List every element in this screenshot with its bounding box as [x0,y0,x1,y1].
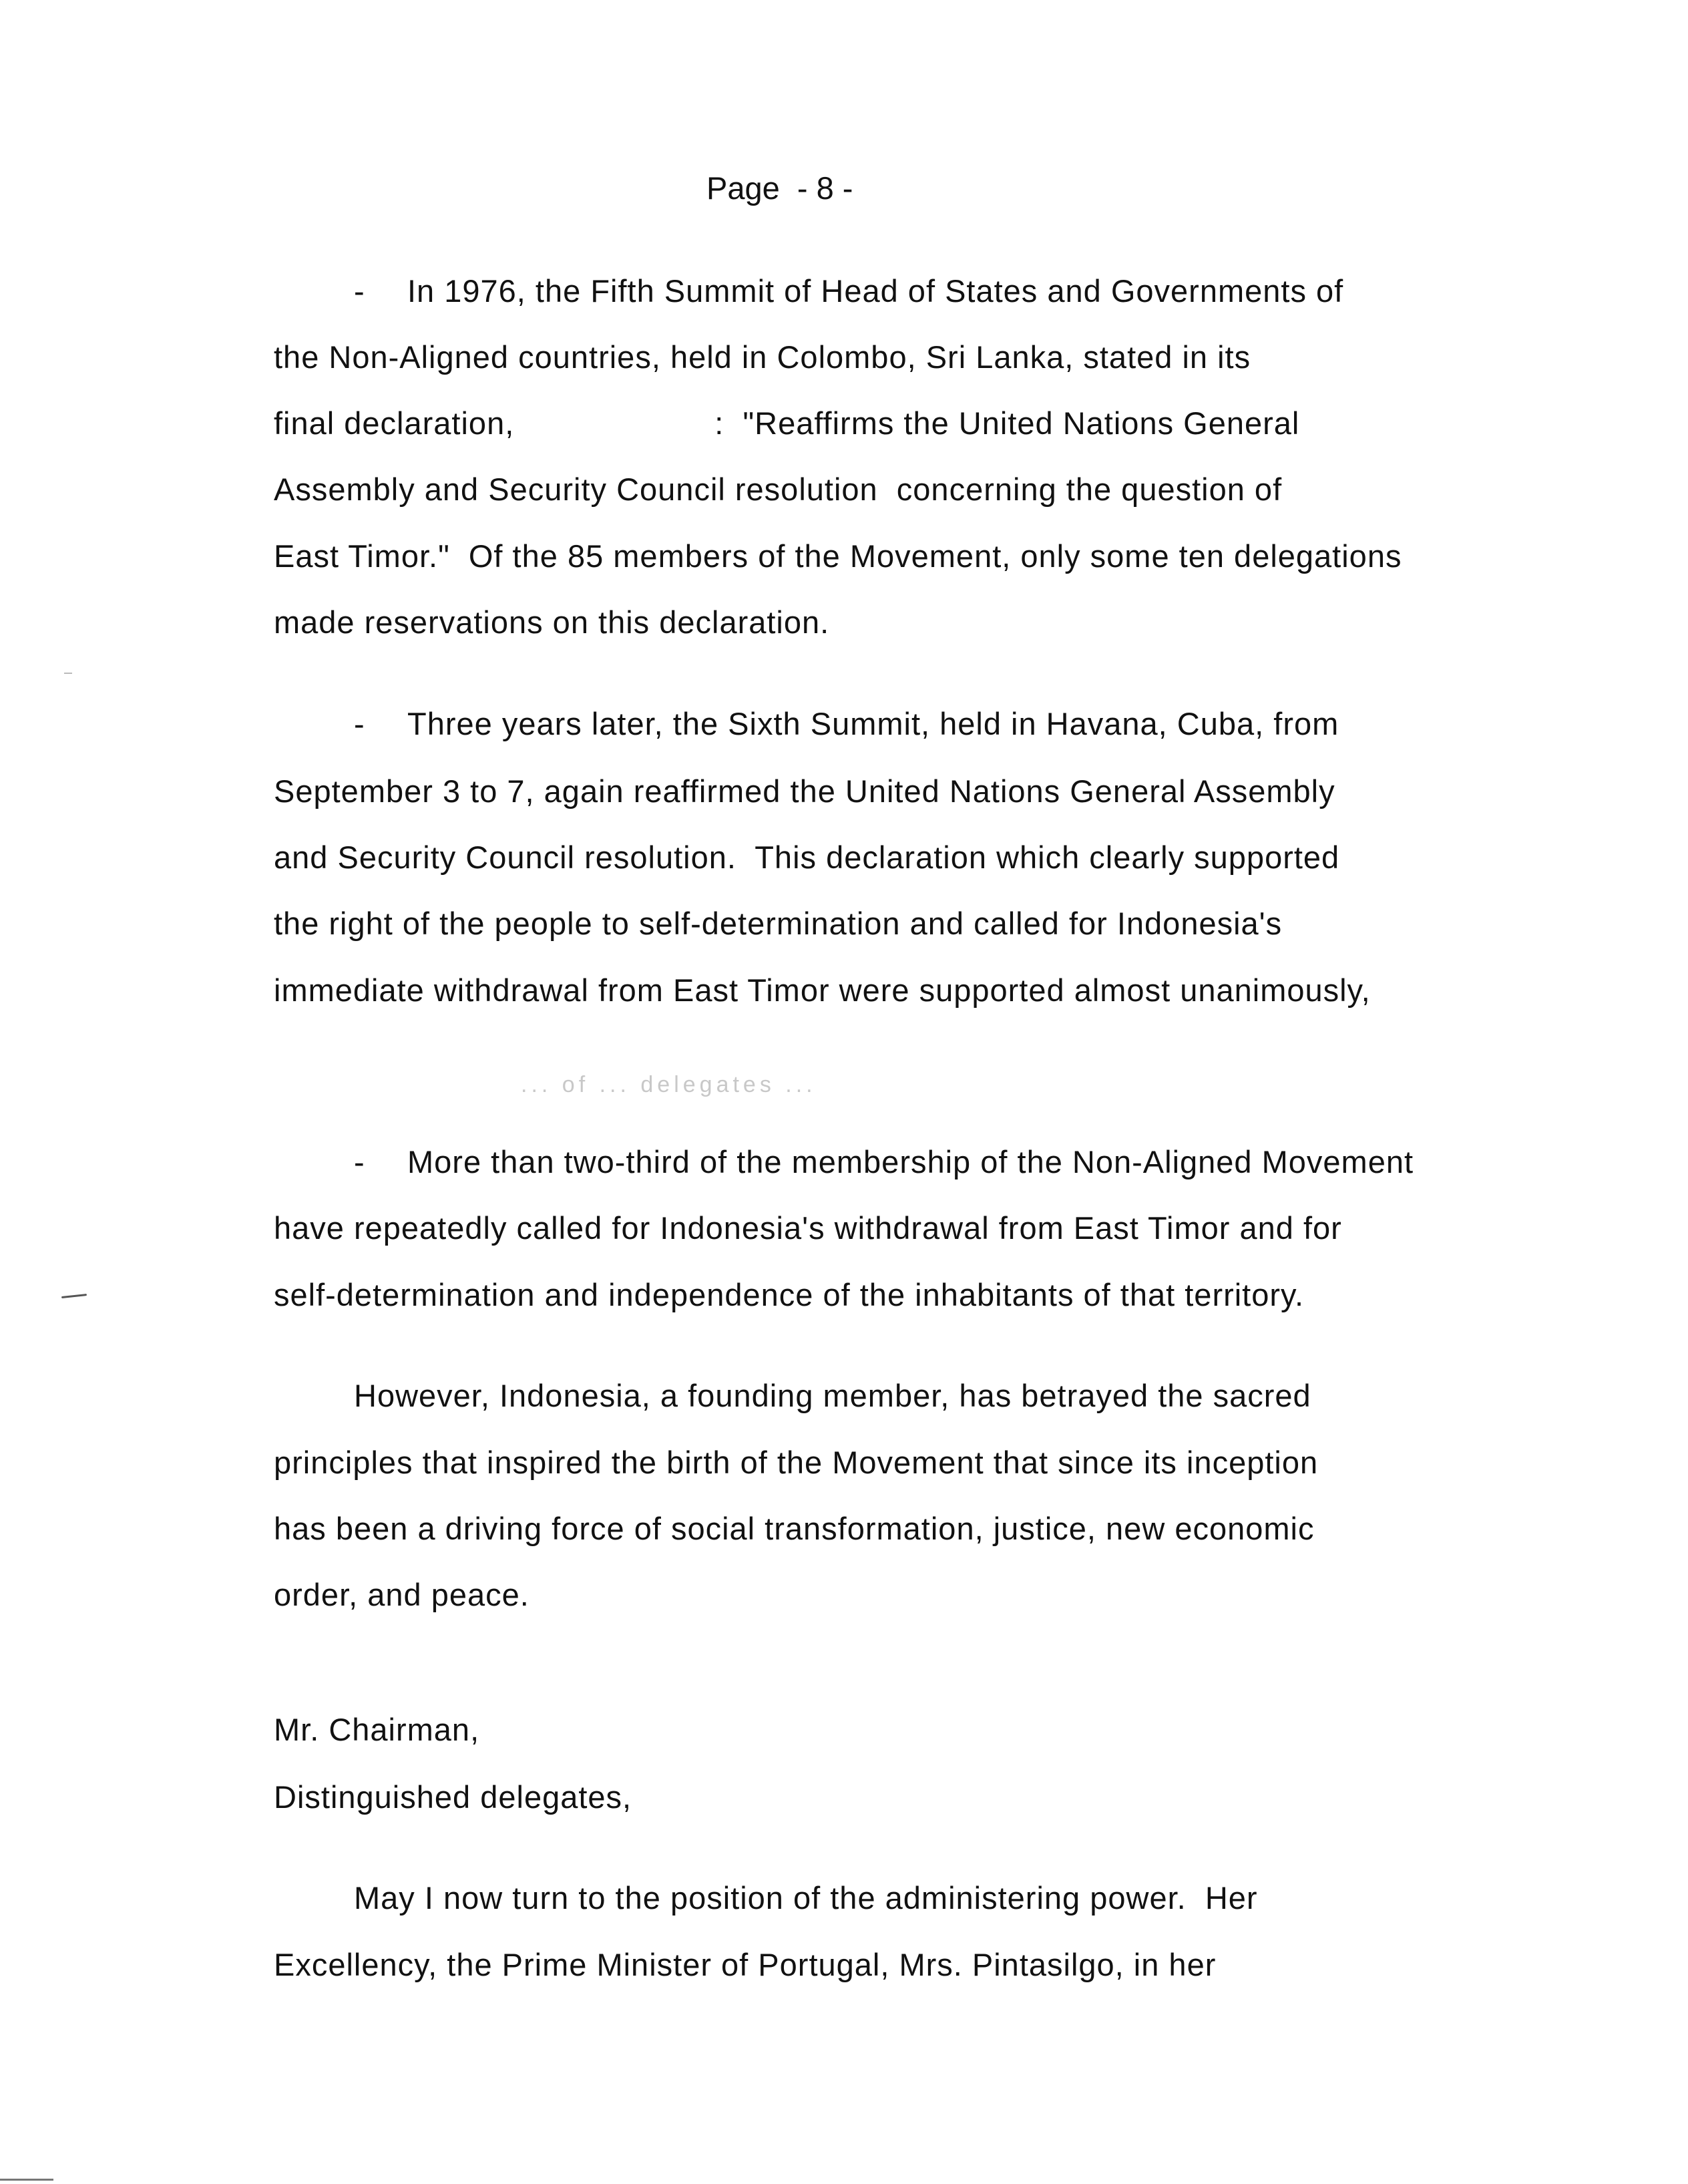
paragraph-5-line-1: May I now turn to the position of the administering power. Her [354,1880,1258,1916]
faded-text: ... of ... delegates ... [521,1072,817,1097]
scan-mark [61,1294,87,1298]
paragraph-4-line-2: principles that inspired the birth of the Movement that since its inception [274,1445,1319,1480]
paragraph-1-line-2: the Non-Aligned countries, held in Colombo, Sri Lanka, stated in its [274,339,1251,375]
paragraph-2-line-5: immediate withdrawal from East Timor were supported almost unanimously, [274,972,1371,1008]
paragraph-2-line-3: and Security Council resolution. This declaration which clearly supported [274,840,1340,875]
quotation-text: : "Reaffirms the United Nations General [714,405,1300,441]
paragraph-3-line-2: have repeatedly called for Indonesia's withdrawal from East Timor and for [274,1210,1342,1246]
bullet-dash: - [354,273,365,309]
salutation-line-1: Mr. Chairman, [274,1712,480,1747]
paragraph-text: In 1976, the Fifth Summit of Head of States and Governments of [407,273,1344,309]
paragraph-text: More than two-third of the membership of the Non-Aligned Movement [407,1144,1414,1179]
bullet-dash: - [354,706,365,741]
paragraph-4-line-1: However, Indonesia, a founding member, has betrayed the sacred [354,1378,1311,1413]
paragraph-text: final declaration, [274,405,515,441]
salutation-line-2: Distinguished delegates, [274,1779,632,1815]
paragraph-5-line-2: Excellency, the Prime Minister of Portugal, Mrs. Pintasilgo, in her [274,1947,1217,1982]
paragraph-1-line-1 [354,271,1343,311]
bullet-dash: - [354,1144,365,1179]
scan-mark [0,2179,53,2181]
paragraph-2-line-2: September 3 to 7, again reaffirmed the United Nations General Assembly [274,773,1335,809]
paragraph-2-line-4: the right of the people to self-determination and called for Indonesia's [274,906,1283,941]
paragraph-4-line-4: order, and peace. [274,1577,530,1612]
paragraph-3-line-3: self-determination and independence of the inhabitants of that territory. [274,1277,1305,1312]
paragraph-4-line-3: has been a driving force of social transformation, justice, new economic [274,1511,1315,1546]
paragraph-1-line-6: made reservations on this declaration. [274,604,830,640]
paragraph-2-line-1 [354,704,1339,744]
paragraph-1-line-5: East Timor." Of the 85 members of the Movement, only some ten delegations [274,538,1402,574]
paragraph-1-line-4: Assembly and Security Council resolution concerning the question of [274,472,1283,507]
paragraph-3-line-1 [354,1142,1414,1182]
paragraph-text: Three years later, the Sixth Summit, held in Havana, Cuba, from [407,706,1339,741]
scan-mark [64,673,72,674]
page-header: Page - 8 - [706,170,853,206]
paragraph-1-line-3 [274,403,1299,443]
